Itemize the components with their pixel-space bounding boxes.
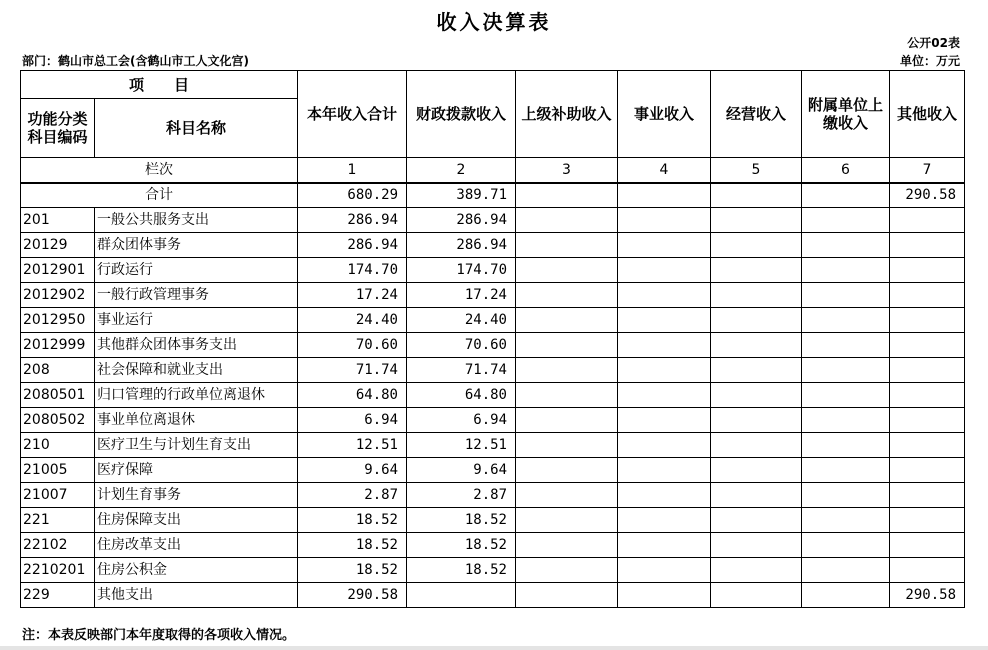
value-cell-col-5 — [711, 483, 802, 508]
subject-name-cell: 群众团体事务 — [95, 233, 298, 258]
subject-name-cell: 归口管理的行政单位离退休 — [95, 383, 298, 408]
value-cell-col-7 — [890, 208, 965, 233]
value-cell-col-6 — [802, 308, 890, 333]
value-cell-col-6 — [802, 408, 890, 433]
table-row — [21, 383, 965, 408]
value-cell-col-7 — [890, 483, 965, 508]
value-cell-col-6 — [802, 283, 890, 308]
value-cell-col-4 — [618, 258, 711, 283]
value-cell-col-3 — [516, 258, 618, 283]
value-cell-col-7 — [890, 308, 965, 333]
value-cell-col-7 — [890, 383, 965, 408]
table-row — [21, 208, 965, 233]
value-cell-col-4 — [618, 583, 711, 608]
table-row — [21, 458, 965, 483]
subject-name-cell: 医疗保障 — [95, 458, 298, 483]
value-cell-col-5 — [711, 458, 802, 483]
value-cell-col-6 — [802, 383, 890, 408]
value-cell-col-5 — [711, 383, 802, 408]
subject-name-cell: 计划生育事务 — [95, 483, 298, 508]
value-cell-col-4 — [618, 533, 711, 558]
value-cell-col-5 — [711, 233, 802, 258]
subject-name-cell: 住房改革支出 — [95, 533, 298, 558]
value-cell-col-2: 18.52 — [407, 558, 516, 583]
value-cell-col-4 — [618, 358, 711, 383]
value-cell-col-7 — [890, 283, 965, 308]
footnote: 注：本表反映部门本年度取得的各项收入情况。 — [22, 628, 296, 643]
header-col-7: 其他收入 — [890, 71, 965, 158]
function-code-cell: 2210201 — [21, 558, 95, 583]
lanci-label: 栏次 — [21, 158, 298, 183]
value-cell-col-3 — [516, 483, 618, 508]
table-row — [21, 358, 965, 383]
value-cell-col-5 — [711, 258, 802, 283]
function-code-cell: 229 — [21, 583, 95, 608]
header-col-4: 事业收入 — [618, 71, 711, 158]
header-func-code: 功能分类科目编码 — [21, 99, 95, 158]
income-table — [20, 70, 965, 608]
value-cell-col-1: 18.52 — [298, 508, 407, 533]
value-cell-col-4 — [618, 458, 711, 483]
function-code-cell: 208 — [21, 358, 95, 383]
value-cell-col-4 — [618, 308, 711, 333]
value-cell-col-7: 290.58 — [890, 583, 965, 608]
value-cell-col-6 — [802, 208, 890, 233]
value-cell-col-3 — [516, 233, 618, 258]
value-cell-col-6 — [802, 583, 890, 608]
subject-name-cell: 一般公共服务支出 — [95, 208, 298, 233]
value-cell-col-1: 18.52 — [298, 533, 407, 558]
subject-name-cell: 事业单位离退休 — [95, 408, 298, 433]
function-code-cell: 2012999 — [21, 333, 95, 358]
value-cell-col-3 — [516, 433, 618, 458]
value-cell-col-7 — [890, 358, 965, 383]
value-cell-col-3 — [516, 333, 618, 358]
total-value-3 — [516, 183, 618, 208]
value-cell-col-2: 17.24 — [407, 283, 516, 308]
value-cell-col-6 — [802, 508, 890, 533]
value-cell-col-2: 18.52 — [407, 508, 516, 533]
table-row — [21, 533, 965, 558]
function-code-cell: 2012901 — [21, 258, 95, 283]
total-label: 合计 — [21, 183, 298, 208]
value-cell-col-1: 286.94 — [298, 208, 407, 233]
total-value-4 — [618, 183, 711, 208]
value-cell-col-5 — [711, 358, 802, 383]
total-value-7: 290.58 — [890, 183, 965, 208]
value-cell-col-2: 286.94 — [407, 233, 516, 258]
value-cell-col-4 — [618, 208, 711, 233]
value-cell-col-3 — [516, 458, 618, 483]
value-cell-col-4 — [618, 508, 711, 533]
value-cell-col-1: 71.74 — [298, 358, 407, 383]
function-code-cell: 2080502 — [21, 408, 95, 433]
col-num-3: 3 — [516, 158, 618, 183]
total-value-1: 680.29 — [298, 183, 407, 208]
header-item: 项 目 — [21, 71, 298, 99]
header-col-5: 经营收入 — [711, 71, 802, 158]
header-col-2: 财政拨款收入 — [407, 71, 516, 158]
unit-label: 单位：万元 — [899, 54, 960, 68]
value-cell-col-1: 70.60 — [298, 333, 407, 358]
value-cell-col-3 — [516, 533, 618, 558]
total-value-6 — [802, 183, 890, 208]
subject-name-cell: 住房保障支出 — [95, 508, 298, 533]
function-code-cell: 21007 — [21, 483, 95, 508]
value-cell-col-5 — [711, 408, 802, 433]
function-code-cell: 21005 — [21, 458, 95, 483]
header-col-1: 本年收入合计 — [298, 71, 407, 158]
value-cell-col-2: 286.94 — [407, 208, 516, 233]
value-cell-col-5 — [711, 508, 802, 533]
value-cell-col-1: 64.80 — [298, 383, 407, 408]
value-cell-col-7 — [890, 258, 965, 283]
table-row — [21, 308, 965, 333]
value-cell-col-4 — [618, 483, 711, 508]
value-cell-col-2: 2.87 — [407, 483, 516, 508]
value-cell-col-1: 18.52 — [298, 558, 407, 583]
subject-name-cell: 社会保障和就业支出 — [95, 358, 298, 383]
value-cell-col-6 — [802, 358, 890, 383]
col-num-2: 2 — [407, 158, 516, 183]
table-row — [21, 558, 965, 583]
value-cell-col-7 — [890, 233, 965, 258]
value-cell-col-6 — [802, 533, 890, 558]
value-cell-col-7 — [890, 333, 965, 358]
value-cell-col-1: 9.64 — [298, 458, 407, 483]
table-row — [21, 233, 965, 258]
value-cell-col-2: 64.80 — [407, 383, 516, 408]
value-cell-col-3 — [516, 358, 618, 383]
value-cell-col-2: 12.51 — [407, 433, 516, 458]
function-code-cell: 22102 — [21, 533, 95, 558]
value-cell-col-3 — [516, 508, 618, 533]
value-cell-col-6 — [802, 233, 890, 258]
value-cell-col-5 — [711, 433, 802, 458]
value-cell-col-1: 6.94 — [298, 408, 407, 433]
col-num-6: 6 — [802, 158, 890, 183]
table-row — [21, 483, 965, 508]
subject-name-cell: 其他支出 — [95, 583, 298, 608]
value-cell-col-3 — [516, 208, 618, 233]
total-row — [21, 183, 965, 208]
value-cell-col-7 — [890, 408, 965, 433]
value-cell-col-4 — [618, 233, 711, 258]
value-cell-col-2: 6.94 — [407, 408, 516, 433]
value-cell-col-5 — [711, 308, 802, 333]
value-cell-col-3 — [516, 383, 618, 408]
subject-name-cell: 其他群众团体事务支出 — [95, 333, 298, 358]
value-cell-col-1: 24.40 — [298, 308, 407, 333]
value-cell-col-6 — [802, 433, 890, 458]
subject-name-cell: 事业运行 — [95, 308, 298, 333]
value-cell-col-2: 9.64 — [407, 458, 516, 483]
value-cell-col-2: 174.70 — [407, 258, 516, 283]
value-cell-col-6 — [802, 483, 890, 508]
value-cell-col-2: 71.74 — [407, 358, 516, 383]
function-code-cell: 2080501 — [21, 383, 95, 408]
subject-name-cell: 一般行政管理事务 — [95, 283, 298, 308]
value-cell-col-2: 24.40 — [407, 308, 516, 333]
department-label: 部门：鹤山市总工会(含鹤山市工人文化宫) — [22, 54, 249, 68]
function-code-cell: 221 — [21, 508, 95, 533]
table-row — [21, 333, 965, 358]
value-cell-col-4 — [618, 283, 711, 308]
page-title: 收入决算表 — [436, 10, 552, 34]
value-cell-col-1: 17.24 — [298, 283, 407, 308]
value-cell-col-3 — [516, 283, 618, 308]
value-cell-col-5 — [711, 208, 802, 233]
value-cell-col-7 — [890, 433, 965, 458]
value-cell-col-5 — [711, 283, 802, 308]
value-cell-col-7 — [890, 508, 965, 533]
value-cell-col-4 — [618, 383, 711, 408]
subject-name-cell: 医疗卫生与计划生育支出 — [95, 433, 298, 458]
header-col-3: 上级补助收入 — [516, 71, 618, 158]
value-cell-col-1: 174.70 — [298, 258, 407, 283]
value-cell-col-4 — [618, 433, 711, 458]
value-cell-col-2: 70.60 — [407, 333, 516, 358]
value-cell-col-3 — [516, 308, 618, 333]
function-code-cell: 201 — [21, 208, 95, 233]
table-row — [21, 433, 965, 458]
value-cell-col-4 — [618, 558, 711, 583]
subject-name-cell: 住房公积金 — [95, 558, 298, 583]
value-cell-col-6 — [802, 258, 890, 283]
value-cell-col-7 — [890, 458, 965, 483]
table-row — [21, 508, 965, 533]
value-cell-col-1: 2.87 — [298, 483, 407, 508]
form-number: 公开02表 — [907, 36, 960, 50]
value-cell-col-7 — [890, 533, 965, 558]
value-cell-col-2 — [407, 583, 516, 608]
subject-name-cell: 行政运行 — [95, 258, 298, 283]
header-col-6: 附属单位上缴收入 — [802, 71, 890, 158]
col-num-1: 1 — [298, 158, 407, 183]
value-cell-col-7 — [890, 558, 965, 583]
table-row — [21, 583, 965, 608]
function-code-cell: 20129 — [21, 233, 95, 258]
value-cell-col-6 — [802, 333, 890, 358]
value-cell-col-5 — [711, 333, 802, 358]
col-num-4: 4 — [618, 158, 711, 183]
value-cell-col-5 — [711, 583, 802, 608]
function-code-cell: 210 — [21, 433, 95, 458]
value-cell-col-2: 18.52 — [407, 533, 516, 558]
value-cell-col-3 — [516, 558, 618, 583]
header-subject-name: 科目名称 — [95, 99, 298, 158]
table-row — [21, 283, 965, 308]
function-code-cell: 2012950 — [21, 308, 95, 333]
value-cell-col-3 — [516, 583, 618, 608]
value-cell-col-1: 12.51 — [298, 433, 407, 458]
total-value-5 — [711, 183, 802, 208]
value-cell-col-1: 286.94 — [298, 233, 407, 258]
value-cell-col-5 — [711, 533, 802, 558]
col-num-5: 5 — [711, 158, 802, 183]
value-cell-col-1: 290.58 — [298, 583, 407, 608]
table-row — [21, 408, 965, 433]
table-row — [21, 258, 965, 283]
horizontal-scrollbar[interactable] — [0, 646, 988, 650]
function-code-cell: 2012902 — [21, 283, 95, 308]
value-cell-col-4 — [618, 333, 711, 358]
value-cell-col-5 — [711, 558, 802, 583]
value-cell-col-6 — [802, 458, 890, 483]
value-cell-col-6 — [802, 558, 890, 583]
value-cell-col-4 — [618, 408, 711, 433]
total-value-2: 389.71 — [407, 183, 516, 208]
col-num-7: 7 — [890, 158, 965, 183]
value-cell-col-3 — [516, 408, 618, 433]
